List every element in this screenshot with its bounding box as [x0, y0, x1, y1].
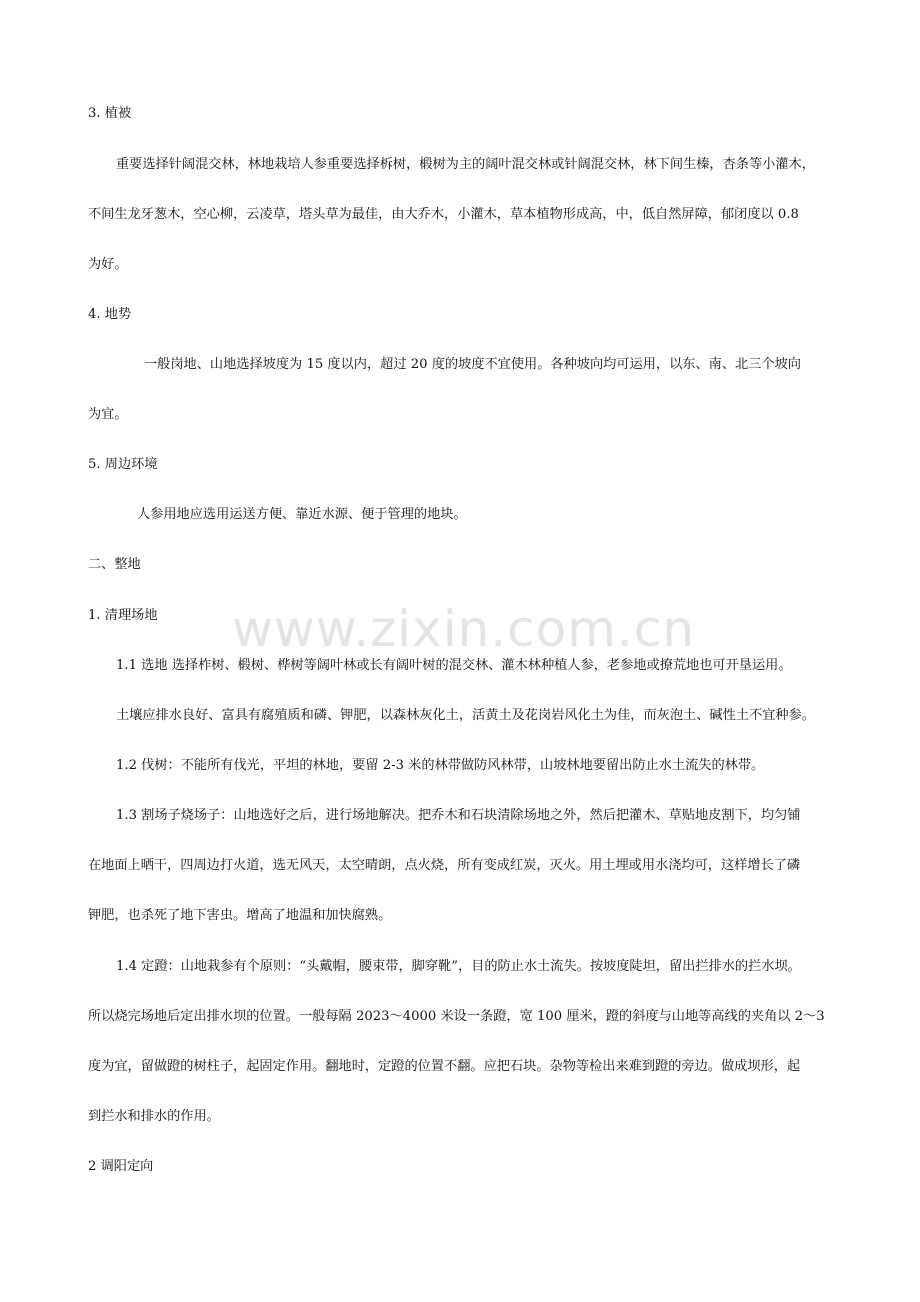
heading-terrain: 4. 地势 [88, 307, 132, 322]
paragraph-line: 重要选择针阔混交林，林地栽培人参重要选择柝树，椴树为主的阔叶混交林或针阔混交林，林下间生榛，杏条等小灌木， [116, 157, 815, 172]
watermark: www.zixin.com.cn [232, 600, 696, 658]
paragraph-line: 1.2 伐树：不能所有伐光，平坦的林地，要留 2-3 米的林带做防风林带，山坡林地要留出防止水土流失的林带。 [116, 758, 765, 773]
paragraph-line: 人参用地应选用运送方便、靠近水源、便于管理的地块。 [137, 507, 467, 522]
section-heading-land-prep: 二、整地 [88, 557, 141, 572]
paragraph-line: 不间生龙牙葱木，空心柳，云凌草，塔头草为最佳，由大乔木，小灌木，草本植物形成高，中，低自然屏障，郁闭度以 0.8 [88, 207, 799, 222]
paragraph-line: 钾肥，也杀死了地下害虫。增高了地温和加快腐熟。 [88, 908, 392, 923]
paragraph-line: 一般岗地、山地选择坡度为 15 度以内，超过 20 度的坡度不宜使用。各种坡向均可运用，以东、南、北三个坡向 [144, 357, 801, 372]
paragraph-line: 为好。 [88, 257, 128, 272]
paragraph-line: 土壤应排水良好、富具有腐殖质和磷、钾肥，以森林灰化土，活黄土及花岗岩风化土为佳，而灰泡土、碱性土不宜种参。 [116, 708, 815, 723]
paragraph-line: 为宜。 [88, 407, 128, 422]
heading-clear-site: 1. 清理场地 [88, 608, 158, 623]
paragraph-line: 1.1 选地 选择柞树、椴树、桦树等阔叶林或长有阔叶树的混交林、灌木林种植人参，老参地或撩荒地也可开垦运用。 [116, 658, 792, 673]
heading-surroundings: 5. 周边环境 [88, 457, 158, 472]
paragraph-line: 所以烧完场地后定出排水坝的位置。一般每隔 2023～4000 米设一条蹬，宽 100 厘米，蹬的斜度与山地等高线的夹角以 2～3 [88, 1009, 825, 1024]
paragraph-line: 在地面上晒干，四周边打火道，选无风天，太空晴朗，点火烧，所有变成红炭，灭火。用土埋或用水浇均可，这样增长了磷 [88, 858, 801, 873]
heading-sun-orientation: 2 调阳定向 [88, 1159, 154, 1174]
paragraph-line: 1.4 定蹬：山地栽参有个原则：“头戴帽，腰束带，脚穿靴”，目的防止水土流失。按坡度陡坦，留出拦排水的拦水坝。 [116, 959, 801, 974]
heading-vegetation: 3. 植被 [88, 106, 132, 121]
paragraph-line: 度为宜，留做蹬的树柱子，起固定作用。翻地时，定蹬的位置不翻。应把石块。杂物等检出来难到蹬的旁边。做成坝形，起 [88, 1059, 801, 1074]
paragraph-line: 到拦水和排水的作用。 [88, 1109, 220, 1124]
paragraph-line: 1.3 割场子烧场子：山地选好之后，进行场地解决。把乔木和石块清除场地之外，然后把灌木、草贴地皮割下，均匀铺 [116, 808, 801, 823]
